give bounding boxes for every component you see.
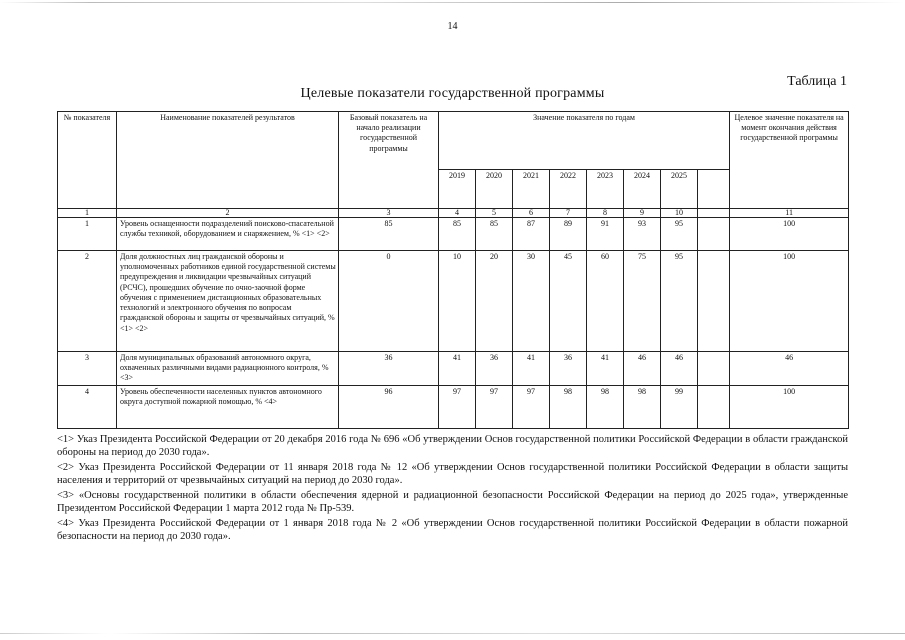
header-year: 2019 xyxy=(439,170,476,209)
footnote: <1> Указ Президента Российской Федерации от 20 декабря 2016 года № 696 «Об утверждении Основ государственной политики Российской Федерации в области гражданской обороны на период до 2030 года». xyxy=(57,434,848,458)
footnote: <2> Указ Президента Российской Федерации от 11 января 2018 года № 12 «Об утверждении Основ государственной политики Российской Федерации в области защиты населения и территорий от чрезвычайных ситуаций на период до 2030 года». xyxy=(57,462,848,486)
row-name: Доля муниципальных образований автономного округа, охваченных различными видами радиационного контроля, % <3> xyxy=(117,352,339,386)
table-row xyxy=(58,218,849,251)
column-numbers-row xyxy=(58,209,849,218)
header-year: 2023 xyxy=(587,170,624,209)
row-number: 3 xyxy=(58,352,117,386)
footnote: <4> Указ Президента Российской Федерации от 1 января 2018 года № 2 «Об утверждении Основ государственной политики Российской Федерации в области пожарной безопасности на период до 2030 года». xyxy=(57,518,848,542)
row-target: 46 xyxy=(730,352,849,386)
document-title: Целевые показатели государственной программы xyxy=(300,86,605,101)
row-value: 41 xyxy=(513,352,550,386)
row-value: 45 xyxy=(550,251,587,352)
row-value: 10 xyxy=(439,251,476,352)
row-value: 95 xyxy=(661,218,698,251)
row-value: 98 xyxy=(624,385,661,428)
table-row xyxy=(58,251,849,352)
footnotes xyxy=(57,433,848,545)
table-row xyxy=(58,352,849,386)
row-target: 100 xyxy=(730,385,849,428)
row-value: 97 xyxy=(439,385,476,428)
row-value: 97 xyxy=(513,385,550,428)
row-base: 0 xyxy=(339,251,439,352)
table-label: Таблица 1 xyxy=(787,74,847,89)
column-number: 8 xyxy=(587,209,624,218)
table-row xyxy=(58,385,849,428)
row-target: 100 xyxy=(730,251,849,352)
row-value: 93 xyxy=(624,218,661,251)
row-base: 36 xyxy=(339,352,439,386)
header-name: Наименование показателей результатов xyxy=(117,112,339,209)
row-value: 36 xyxy=(476,352,513,386)
row-empty xyxy=(698,251,730,352)
row-value: 95 xyxy=(661,251,698,352)
row-empty xyxy=(698,218,730,251)
row-value: 99 xyxy=(661,385,698,428)
header-row xyxy=(58,112,849,170)
row-empty xyxy=(698,352,730,386)
row-value: 75 xyxy=(624,251,661,352)
header-year-empty xyxy=(698,170,730,209)
row-value: 98 xyxy=(550,385,587,428)
row-value: 98 xyxy=(587,385,624,428)
column-number: 3 xyxy=(339,209,439,218)
row-value: 41 xyxy=(439,352,476,386)
header-years-group: Значение показателя по годам xyxy=(439,112,730,170)
column-number: 11 xyxy=(730,209,849,218)
column-number: 2 xyxy=(117,209,339,218)
row-base: 96 xyxy=(339,385,439,428)
row-value: 91 xyxy=(587,218,624,251)
header-number: № показателя xyxy=(58,112,117,209)
row-name: Уровень оснащенности подразделений поисково-спасательной службы техникой, оборудованием и снаряжением, % <1> <2> xyxy=(117,218,339,251)
row-value: 89 xyxy=(550,218,587,251)
scan-edge-bottom xyxy=(0,633,905,634)
row-name: Уровень обеспеченности населенных пунктов автономного округа доступной пожарной помощью, % <4> xyxy=(117,385,339,428)
row-value: 30 xyxy=(513,251,550,352)
header-year: 2022 xyxy=(550,170,587,209)
row-value: 85 xyxy=(439,218,476,251)
row-value: 97 xyxy=(476,385,513,428)
column-number: 6 xyxy=(513,209,550,218)
row-value: 87 xyxy=(513,218,550,251)
row-empty xyxy=(698,385,730,428)
row-name: Доля должностных лиц гражданской обороны и уполномоченных работников единой государственной системы предупреждения и ликвидации чрезвычайных ситуаций (РСЧС), прошедших обучение по очно-заочной форме обучения с применением дистанционных образовательных технологий и электронного обучения по вопросам гражданской обороны и защиты от чрезвычайных ситуаций, % <1> <2> xyxy=(117,251,339,352)
row-value: 46 xyxy=(661,352,698,386)
header-year: 2025 xyxy=(661,170,698,209)
indicators-table xyxy=(57,111,849,429)
column-number: 7 xyxy=(550,209,587,218)
page-number: 14 xyxy=(447,21,458,32)
row-value: 46 xyxy=(624,352,661,386)
header-base: Базовый показатель на начало реализации государственной программы xyxy=(339,112,439,209)
header-year: 2020 xyxy=(476,170,513,209)
header-target: Целевое значение показателя на момент окончания действия государственной программы xyxy=(730,112,849,209)
row-value: 41 xyxy=(587,352,624,386)
footnote: <3> «Основы государственной политики в области обеспечения ядерной и радиационной безопасности Российской Федерации на период до 2025 года», утвержденные Президентом Российской Федерации 1 марта 2012 года № Пр-539. xyxy=(57,490,848,514)
row-value: 85 xyxy=(476,218,513,251)
column-number: 10 xyxy=(661,209,698,218)
row-value: 36 xyxy=(550,352,587,386)
column-number: 5 xyxy=(476,209,513,218)
header-year: 2024 xyxy=(624,170,661,209)
row-number: 1 xyxy=(58,218,117,251)
row-number: 4 xyxy=(58,385,117,428)
column-number: 9 xyxy=(624,209,661,218)
row-number: 2 xyxy=(58,251,117,352)
column-number-empty xyxy=(698,209,730,218)
column-number: 4 xyxy=(439,209,476,218)
row-target: 100 xyxy=(730,218,849,251)
row-value: 60 xyxy=(587,251,624,352)
row-value: 20 xyxy=(476,251,513,352)
scan-edge-top xyxy=(0,2,905,3)
header-year: 2021 xyxy=(513,170,550,209)
column-number: 1 xyxy=(58,209,117,218)
row-base: 85 xyxy=(339,218,439,251)
